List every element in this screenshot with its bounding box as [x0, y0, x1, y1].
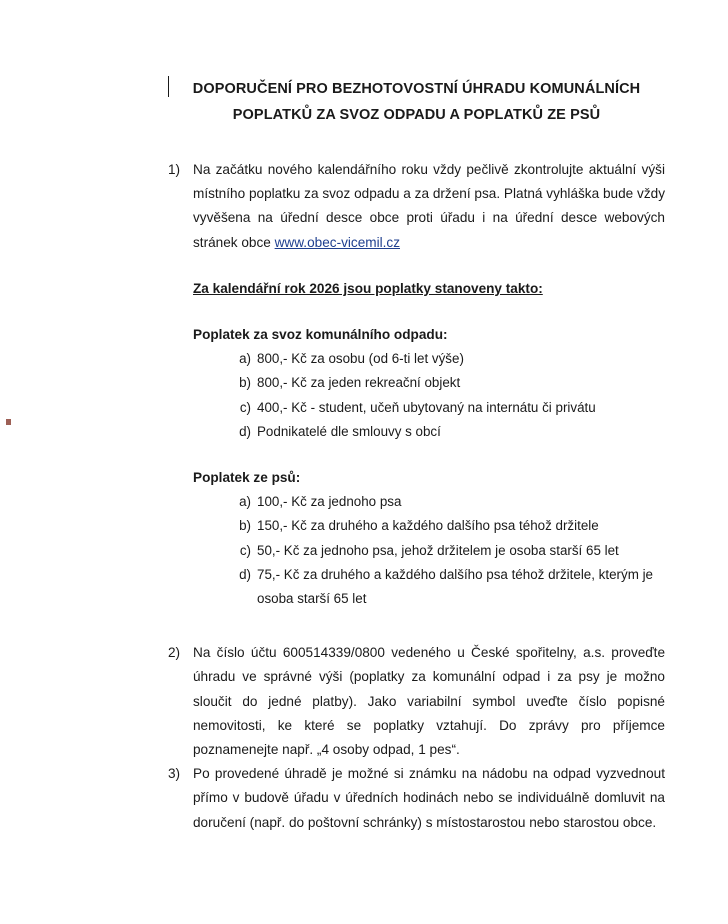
list-marker: a): [239, 351, 251, 367]
list-item: [193, 563, 665, 611]
list-item-label: 150,- Kč za druhého a každého dalšího psa téhož držitele: [257, 518, 599, 534]
list-marker: b): [239, 375, 251, 391]
fees-section: [168, 277, 665, 611]
list-marker: 1): [168, 162, 181, 177]
list-item-3: [168, 762, 665, 835]
list-item: [193, 490, 665, 514]
list-marker: d): [239, 423, 251, 439]
waste-fees-list: [193, 347, 665, 444]
list-item-label: 400,- Kč - student, učeň ubytovaný na internátu či privátu: [257, 399, 596, 415]
list-item: [193, 420, 665, 444]
list-item-label: 75,- Kč za druhého a každého dalšího psa téhož držitele, kterým je osoba starší 65 let: [257, 566, 653, 607]
list-item: [193, 539, 665, 563]
dog-fees-heading: Poplatek ze psů:: [193, 470, 301, 486]
document-body: [168, 70, 665, 835]
list-item-label: 800,- Kč za osobu (od 6-ti let výše): [257, 351, 464, 367]
list-item: [193, 396, 665, 420]
year-heading: Za kalendářní rok 2026 jsou poplatky stanoveny takto:: [193, 280, 543, 296]
waste-fees-heading: Poplatek za svoz komunálního odpadu:: [193, 327, 448, 343]
list-marker: b): [239, 518, 251, 534]
list-item-label: 100,- Kč za jednoho psa: [257, 494, 402, 510]
list-marker: d): [239, 566, 251, 582]
margin-annotation-mark: [6, 419, 11, 425]
list-marker: c): [239, 399, 251, 415]
list-marker: 3): [168, 766, 181, 782]
paragraph-3-text: Po provedené úhradě je možné si známku na nádobu na odpad vyzvednout přímo v budově úřadu v úředních hodinách nebo se individuálně domluvit na doručení (např. do poštovní schránky) s místostarostou nebo starostou obce.: [193, 766, 665, 830]
website-link[interactable]: www.obec-vicemil.cz: [274, 234, 400, 250]
list-item: [193, 371, 665, 395]
list-item-label: Podnikatelé dle smlouvy s obcí: [257, 423, 441, 439]
list-marker: a): [239, 494, 251, 510]
paragraph-2-text: Na číslo účtu 600514339/0800 vedeného u České spořitelny, a.s. proveďte úhradu ve správné výši (poplatky za komunální odpad i za psy je možno sloučit do jedné platby). Jako variabilní symbol uveďte číslo popisné nemovitosti, ke které se poplatky vztahují. Do zprávy pro příjemce poznamenejte např. „4 osoby odpad, 1 pes“.: [193, 645, 665, 758]
list-marker: 2): [168, 645, 181, 661]
page-title: DOPORUČENÍ PRO BEZHOTOVOSTNÍ ÚHRADU KOMUNÁLNÍCH POPLATKŮ ZA SVOZ ODPADU A POPLATKŮ ZE PSŮ: [192, 81, 641, 123]
list-marker: c): [239, 542, 251, 558]
list-item-1: [168, 158, 665, 255]
dog-fees-list: [193, 490, 665, 611]
list-item-label: 50,- Kč za jednoho psa, jehož držitelem je osoba starší 65 let: [257, 542, 619, 558]
list-item-label: 800,- Kč za jeden rekreační objekt: [257, 375, 461, 391]
numbered-list: [168, 158, 665, 255]
list-item-2: [168, 641, 665, 762]
list-item: [193, 514, 665, 538]
paragraph-1-text: Na začátku nového kalendářního roku vždy pečlivě zkontrolujte aktuální výši místního poplatku za svoz odpadu a za držení psa. Platná vyhláška bude vždy vyvěšena na úřední desce obce proti úřadu i na úřední desce webových stránek obce: [193, 162, 665, 250]
list-item: [193, 347, 665, 371]
numbered-list-continued: [168, 641, 665, 835]
